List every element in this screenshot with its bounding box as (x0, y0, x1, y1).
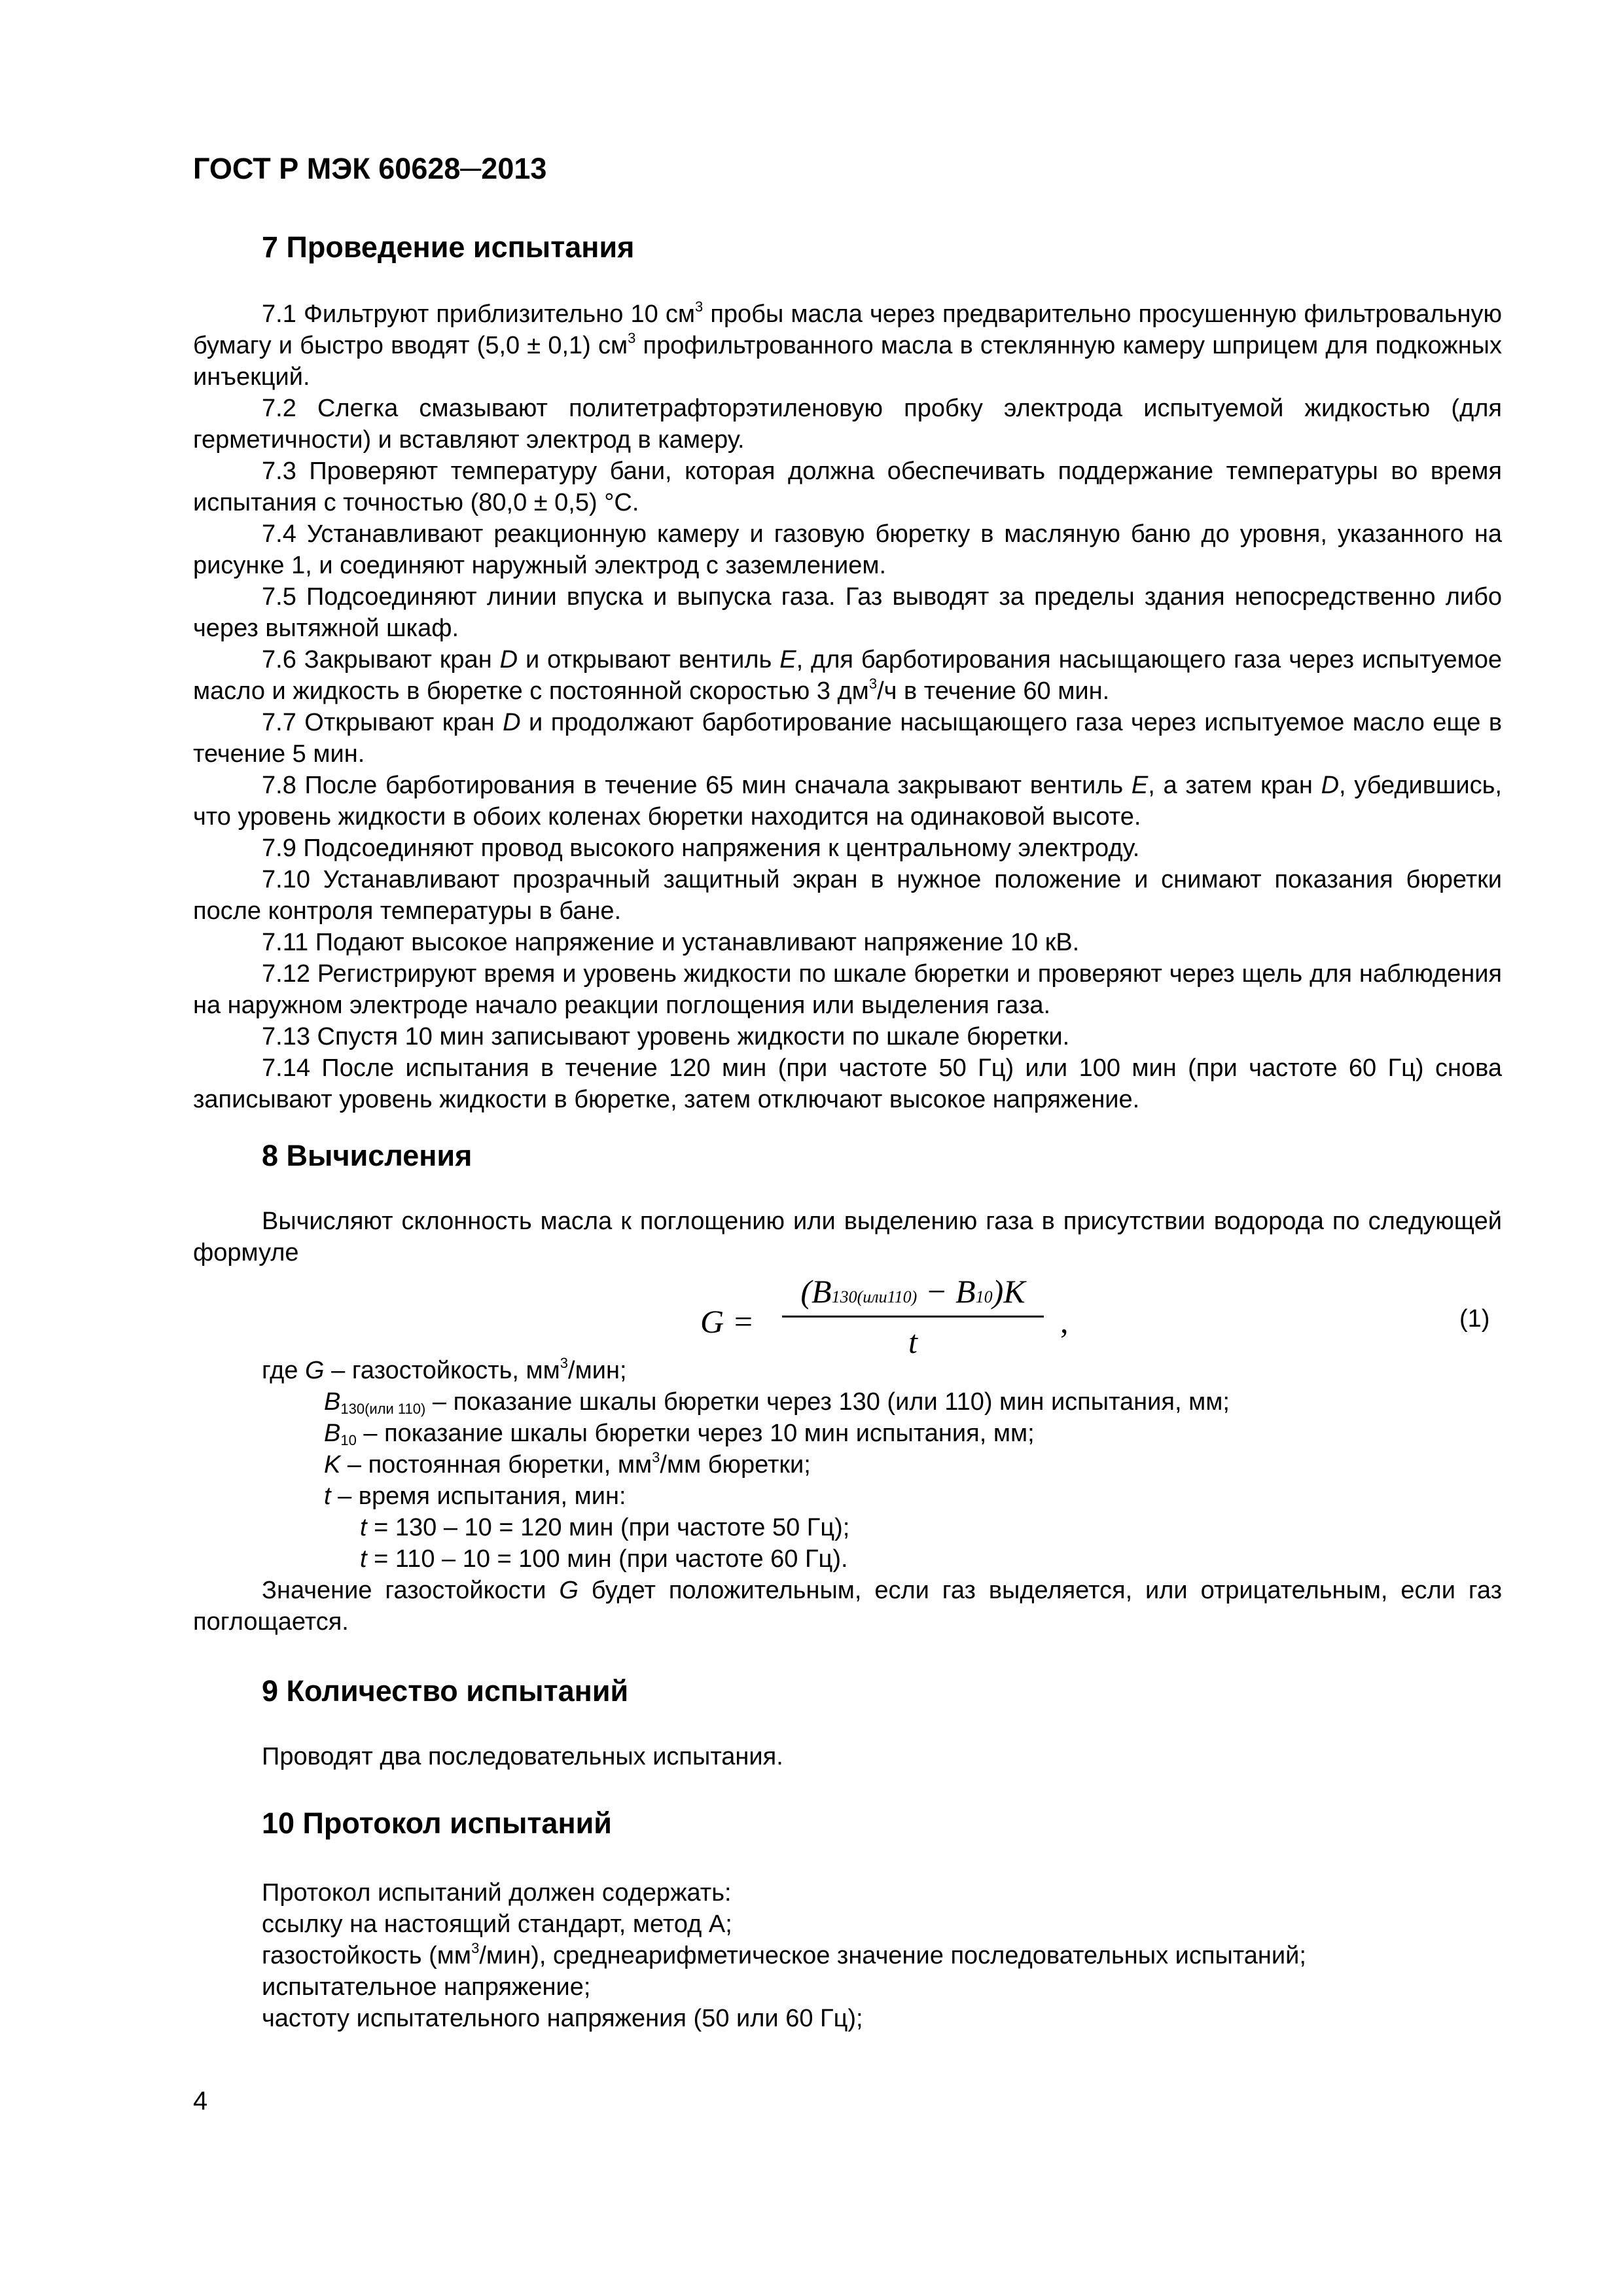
formula-numerator: (B130(или110) − B10)K (800, 1273, 1026, 1310)
legend-k: K – постоянная бюретки, $мм^3/мм$ бюретки; (324, 1449, 811, 1479)
value-note: Значение газостойкости G будет положительным, если газ выделяется, или отрицательным, если газ поглощается. (193, 1577, 1502, 1636)
para-7-13: 7.13 Спустя 10 мин записывают уровень жидкости по шкале бюретки. (262, 1023, 1070, 1050)
para-7-14: 7.14 После испытания в течение 120 мин (при частоте 50 Гц) или 100 мин (при частоте 60 Гц) снова записывают уровень жидкости в бюретке, затем отключают высокое напряжение. (193, 1054, 1502, 1113)
calc-intro: Вычисляют склонность масла к поглощению или выделению газа в присутствии водорода по следующей формуле (193, 1208, 1502, 1266)
legend-b10: $B_{10}$ – показание шкалы бюретки через 10 мин испытания, мм; (324, 1420, 1035, 1448)
para-7-3: 7.3 Проверяют температуру бани, которая должна обеспечивать поддержание температуры во время испытания с точностью (80,0 ± 0,5) °С. (193, 457, 1502, 516)
para-7-9: 7.9 Подсоединяют провод высокого напряжения к центральному электроду. (262, 834, 1140, 862)
tests-count-text: Проводят два последовательных испытания. (262, 1743, 783, 1770)
protocol-line-4: испытательное напряжение; (262, 1973, 591, 2001)
para-7-4: 7.4 Устанавливают реакционную камеру и газовую бюретку в масляную баню до уровня, указанного на рисунке 1, и соединяют наружный электрод с заземлением. (193, 520, 1502, 579)
formula-legend (193, 1355, 1502, 1638)
formula-comma: , (1060, 1303, 1069, 1340)
legend-t-50hz: t = 130 – 10 = 120 мин (при частоте 50 Гц); (360, 1514, 850, 1541)
para-7-1: 7.1 Фильтруют приблизительно 10 $см^3$ пробы масла через предварительно просушенную фильтровальную бумагу и быстро вводят (5,0 ± 0,1) $см^3$ профильтрованного масла в стеклянную камеру шприцем для подкожных инъекций. (193, 298, 1503, 391)
section-9-title: 9 Количество испытаний (262, 1674, 629, 1708)
legend-t: t – время испытания, мин: (324, 1482, 626, 1510)
section-8-intro (193, 1206, 1502, 1268)
legend-b130: $B_{130(или 110)}$ – показание шкалы бюретки через 130 (или 110) мин испытания, мм; (324, 1388, 1230, 1417)
legend-t-60hz: t = 110 – 10 = 100 мин (при частоте 60 Гц). (360, 1545, 848, 1573)
para-7-8: 7.8 После барботирования в течение 65 мин сначала закрывают вентиль E, а затем кран D, убедившись, что уровень жидкости в обоих коленах бюретки находится на одинаковой высоте. (193, 772, 1502, 831)
protocol-line-2: ссылку на настоящий стандарт, метод А; (262, 1910, 732, 1938)
para-7-5: 7.5 Подсоединяют линии впуска и выпуска газа. Газ выводят за пределы здания непосредственно либо через вытяжной шкаф. (193, 583, 1502, 642)
protocol-line-3: газостойкость $(мм^3/мин)$, среднеарифметическое значение последовательных испытаний; (262, 1940, 1306, 1969)
section-8-title: 8 Вычисления (262, 1139, 473, 1172)
para-7-12: 7.12 Регистрируют время и уровень жидкости по шкале бюретки и проверяют через щель для наблюдения на наружном электроде начало реакции поглощения или выделения газа. (193, 960, 1502, 1019)
section-9-body (193, 1741, 1502, 1772)
document-header: ГОСТ Р МЭК 60628─2013 (193, 152, 547, 185)
para-7-2: 7.2 Слегка смазывают политетрафторэтиленовую пробку электрода испытуемой жидкостью (для герметичности) и вставляют электрод в камеру. (193, 395, 1502, 454)
fraction-bar (782, 1316, 1044, 1318)
formula-lhs: G = (700, 1303, 755, 1340)
formula-fraction (762, 1272, 1063, 1361)
section-7-body (193, 298, 1502, 1115)
para-7-6: 7.6 Закрывают кран D и открывают вентиль E, для барботирования насыщающего газа через испытуемое масло и жидкость в бюретке с постоянной скоростью 3 $дм^3/ч$ в течение 60 мин. (193, 646, 1503, 705)
protocol-line-1: Протокол испытаний должен содержать: (262, 1879, 732, 1907)
page-number: 4 (193, 2087, 208, 2115)
protocol-line-5: частоту испытательного напряжения (50 или 60 Гц); (262, 2005, 863, 2032)
equation-number: (1) (1459, 1305, 1490, 1333)
section-7-title: 7 Проведение испытания (262, 230, 635, 264)
formula-denominator: t (908, 1323, 918, 1360)
section-10-body (193, 1877, 1502, 2034)
para-7-11: 7.11 Подают высокое напряжение и устанавливают напряжение 10 кВ. (262, 929, 1080, 956)
para-7-10: 7.10 Устанавливают прозрачный защитный экран в нужное положение и снимают показания бюретки после контроля температуры в бане. (193, 866, 1502, 925)
legend-g: где G – газостойкость, $мм^3$/мин; (262, 1355, 627, 1384)
section-10-title: 10 Протокол испытаний (262, 1806, 612, 1840)
para-7-7: 7.7 Открывают кран D и продолжают барботирование насыщающего газа через испытуемое масло еще в течение 5 мин. (193, 709, 1503, 768)
